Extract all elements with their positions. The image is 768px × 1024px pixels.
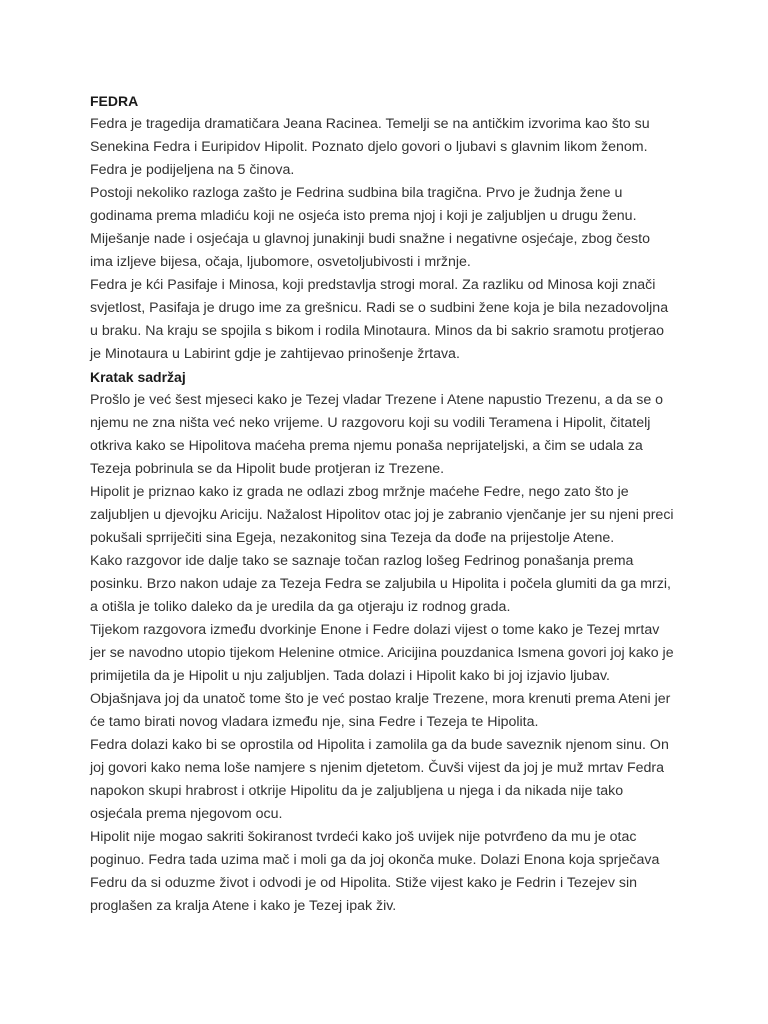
text-line: svjetlost, Pasifaja je drugo ime za grešnicu. Radi se o sudbini žene koja je bila nezadovoljna bbox=[90, 300, 669, 316]
paragraph bbox=[90, 826, 690, 918]
text-line: napokon skupi hrabrost i otkrije Hipolitu da je zaljubljena u njega i da nikada nije tako bbox=[90, 783, 624, 799]
text-line: Prošlo je već šest mjeseci kako je Tezej vladar Trezene i Atene napustio Trezenu, a da se o bbox=[90, 392, 664, 408]
text-line: će tamo birati novog vladara između nje, sina Fedre i Tezeja te Hipolita. bbox=[90, 714, 539, 730]
section-heading-summary: Kratak sadržaj bbox=[90, 369, 186, 385]
text-line: godinama prema mladiću koji ne osjeća isto prema njoj i koji je zaljubljen u drugu ženu. bbox=[90, 208, 637, 224]
text-line: Fedra dolazi kako bi se oprostila od Hipolita i zamolila ga da bude saveznik njenom sinu. On bbox=[90, 737, 669, 753]
text-line: Senekina Fedra i Euripidov Hipolit. Poznato djelo govori o ljubavi s glavnim likom ženom. bbox=[90, 139, 648, 155]
text-line: a otišla je toliko daleko da je uredila da ga otjeraju iz rodnog grada. bbox=[90, 599, 511, 615]
text-line: Tijekom razgovora između dvorkinje Enone i Fedre dolazi vijest o tome kako je Tezej mrtav bbox=[90, 622, 660, 638]
text-line: zaljubljen u djevojku Ariciju. Nažalost Hipolitov otac joj je zabranio vjenčanje jer su njeni preci bbox=[90, 507, 674, 523]
paragraph bbox=[90, 481, 690, 550]
text-line: njemu ne zna ništa već neko vrijeme. U razgovoru koji su vodili Teramena i Hipolit, čitatelj bbox=[90, 415, 651, 431]
text-line: Objašnjava joj da unatoč tome što je već postao kralje Trezene, mora krenuti prema Ateni jer bbox=[90, 691, 671, 707]
text-line: otkriva kako se Hipolitova maćeha prema njemu ponaša neprijateljski, a čim se udala za bbox=[90, 438, 643, 454]
text-line: je Minotaura u Labirint gdje je zahtijevao prinošenje žrtava. bbox=[90, 346, 460, 362]
text-line: Hipolit nije mogao sakriti šokiranost tvrdeći kako još uvijek nije potvrđeno da mu je otac bbox=[90, 829, 637, 845]
text-line: poginuo. Fedra tada uzima mač i moli ga da joj okonča muke. Dolazi Enona koja sprječava bbox=[90, 852, 660, 868]
text-line: joj govori kako nema loše namjere s njenim djetetom. Čuvši vijest da joj je muž mrtav Fedra bbox=[90, 760, 665, 776]
paragraph bbox=[90, 619, 690, 734]
text-line: Kako razgovor ide dalje tako se saznaje točan razlog lošeg Fedrinog ponašanja prema bbox=[90, 553, 634, 569]
text-line: Hipolit je priznao kako iz grada ne odlazi zbog mržnje maćehe Fedre, nego zato što je bbox=[90, 484, 629, 500]
paragraph bbox=[90, 113, 690, 182]
text-line: u braku. Na kraju se spojila s bikom i rodila Minotaura. Minos da bi sakrio sramotu protjerao bbox=[90, 323, 665, 339]
intro-section bbox=[90, 113, 690, 366]
paragraph bbox=[90, 734, 690, 826]
text-line: Postoji nekoliko razloga zašto je Fedrina sudbina bila tragična. Prvo je žudnja žene u bbox=[90, 185, 623, 201]
summary-section bbox=[90, 389, 690, 918]
text-line: Fedra je podijeljena na 5 činova. bbox=[90, 162, 295, 178]
text-line: proglašen za kralja Atene i kako je Tezej ipak živ. bbox=[90, 898, 397, 914]
text-line: Fedra je kći Pasifaje i Minosa, koji predstavlja strogi moral. Za razliku od Minosa koji znači bbox=[90, 277, 656, 293]
text-line: Fedra je tragedija dramatičara Jeana Racinea. Temelji se na antičkim izvorima kao što su bbox=[90, 116, 650, 132]
text-line: pokušali sprriječiti sina Egeja, nezakonitog sina Tezeja da dođe na prijestolje Atene. bbox=[90, 530, 615, 546]
text-line: Miješanje nade i osjećaja u glavnoj junakinji budi snažne i negativne osjećaje, zbog često bbox=[90, 231, 650, 247]
paragraph bbox=[90, 182, 690, 274]
document-title: FEDRA bbox=[90, 93, 139, 109]
text-line: Fedru da si oduzme život i odvodi je od Hipolita. Stiže vijest kako je Fedrin i Tezejev sin bbox=[90, 875, 638, 891]
text-line: jer se navodno utopio tijekom Helenine otmice. Aricijina pouzdanica Ismena govori joj kako je bbox=[90, 645, 674, 661]
text-line: posinku. Brzo nakon udaje za Tezeja Fedra se zaljubila u Hipolita i počela glumiti da ga mrzi, bbox=[90, 576, 671, 592]
text-line: osjećala prema njegovom ocu. bbox=[90, 806, 283, 822]
paragraph bbox=[90, 550, 690, 619]
document-page bbox=[90, 90, 690, 918]
text-line: primijetila da je Hipolit u nju zaljubljen. Tada dolazi i Hipolit kako bi joj izjavio ljubav. bbox=[90, 668, 610, 684]
paragraph bbox=[90, 389, 690, 481]
text-line: ima izljeve bijesa, očaja, ljubomore, osvetoljubivosti i mržnje. bbox=[90, 254, 471, 270]
text-line: Tezeja pobrinula se da Hipolit bude protjeran iz Trezene. bbox=[90, 461, 445, 477]
paragraph bbox=[90, 274, 690, 366]
